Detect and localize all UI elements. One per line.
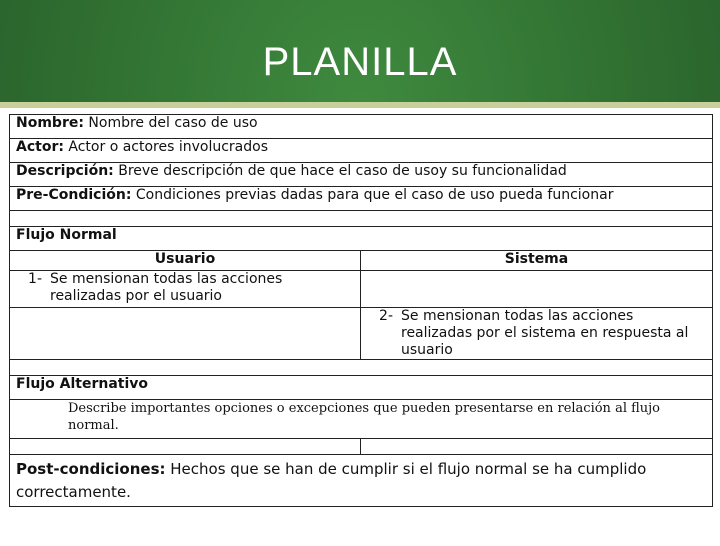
content-panel: [0, 102, 720, 546]
footer-watermark: fppt.com: [660, 522, 710, 537]
col-usuario-header: Usuario: [10, 251, 361, 271]
flujo-alternativo-heading-row: [10, 376, 713, 400]
flujo-alternativo-text: Describe importantes opciones o excepciones que pueden presentarse en relación al flujo normal.: [68, 401, 661, 433]
step-2-cell: [361, 308, 713, 360]
step-2-row: [10, 308, 713, 360]
step-1-cell: [10, 271, 361, 308]
actor-cell: [10, 139, 713, 163]
flujo-alternativo-body-cell: [10, 400, 713, 439]
step-2-text: Se mensionan todas las acciones realizadas por el sistema en respuesta al usuario: [401, 308, 689, 358]
postcondiciones-cell: [10, 455, 713, 507]
alt-empty-row: [10, 439, 713, 455]
descripcion-label: Descripción:: [16, 163, 114, 179]
step-2-usuario-empty: [10, 308, 361, 360]
spacer-cell: [10, 211, 713, 227]
precondicion-cell: [10, 187, 713, 211]
spacer-cell-2: [10, 360, 713, 376]
use-case-template-table: [9, 114, 713, 507]
flujo-alternativo-heading: Flujo Alternativo: [10, 376, 713, 400]
actor-row: [10, 139, 713, 163]
col-sistema-header: Sistema: [361, 251, 713, 271]
precondicion-row: [10, 187, 713, 211]
flujo-normal-heading-row: [10, 227, 713, 251]
precondicion-label: Pre-Condición:: [16, 187, 132, 203]
actor-label: Actor:: [16, 139, 64, 155]
precondicion-value: Condiciones previas dadas para que el caso de uso pueda funcionar: [135, 187, 614, 203]
flujo-normal-columns: [10, 251, 713, 271]
nombre-label: Nombre:: [16, 115, 84, 131]
postcondiciones-value: Hechos que se han de cumplir si el flujo normal se ha cumplido correctamente.: [16, 460, 647, 501]
step-2-number: 2-: [379, 308, 393, 324]
descripcion-value: Breve descripción de que hace el caso de usoy su funcionalidad: [118, 163, 567, 179]
alt-empty-sistema: [361, 439, 713, 455]
spacer-row-2: [10, 360, 713, 376]
postcondiciones-label: Post-condiciones:: [16, 460, 166, 478]
flujo-normal-heading: Flujo Normal: [10, 227, 713, 251]
nombre-value: Nombre del caso de uso: [88, 115, 258, 131]
postcondiciones-row: [10, 455, 713, 507]
alt-empty-usuario: [10, 439, 361, 455]
slide-title: PLANILLA: [262, 40, 458, 84]
flujo-alternativo-body-row: [10, 400, 713, 439]
nombre-row: [10, 115, 713, 139]
step-1-sistema-empty: [361, 271, 713, 308]
step-1-number: 1-: [28, 271, 42, 287]
actor-value: Actor o actores involucrados: [68, 139, 269, 155]
nombre-cell: [10, 115, 713, 139]
descripcion-cell: [10, 163, 713, 187]
step-1-row: [10, 271, 713, 308]
step-1-text: Se mensionan todas las acciones realizadas por el usuario: [50, 271, 283, 304]
spacer-row: [10, 211, 713, 227]
descripcion-row: [10, 163, 713, 187]
